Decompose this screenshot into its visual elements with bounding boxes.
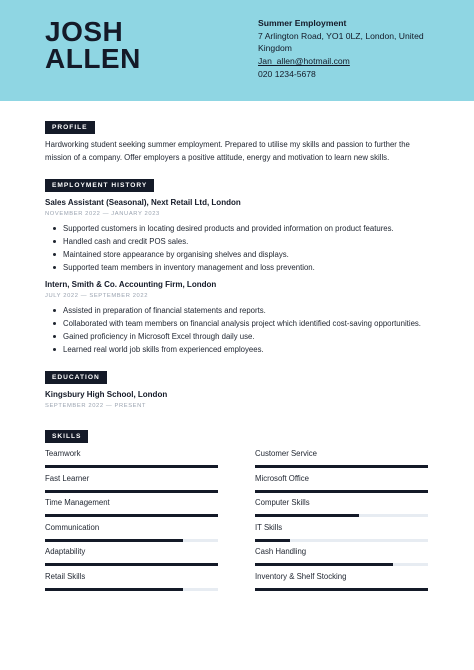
skill-level-fill <box>45 490 218 493</box>
skill-item <box>255 449 428 459</box>
skill-level-track <box>45 588 218 591</box>
skill-label: Time Management <box>45 498 110 508</box>
skill-item <box>45 523 218 533</box>
skill-level-track <box>255 465 428 468</box>
email-link[interactable]: Jan_allen@hotmail.com <box>258 56 350 67</box>
skill-level-track <box>45 465 218 468</box>
skill-item <box>255 474 428 484</box>
job-title: Summer Employment <box>258 18 347 28</box>
skill-label: IT Skills <box>255 522 283 532</box>
skill-item <box>45 474 218 484</box>
employment-heading: EMPLOYMENT HISTORY <box>45 179 154 192</box>
list-item: Learned real world job skills from experienced employees. <box>45 343 445 356</box>
list-item: Gained proficiency in Microsoft Excel through daily use. <box>45 330 445 343</box>
skill-label: Customer Service <box>255 449 317 458</box>
first-name: JOSH <box>45 16 124 47</box>
skill-label: Teamwork <box>45 449 81 458</box>
skill-level-track <box>45 514 218 517</box>
skill-level-track <box>255 588 428 591</box>
skill-label: Adaptability <box>45 547 86 557</box>
education-heading: EDUCATION <box>45 371 107 384</box>
skill-label: Inventory & Shelf Stocking <box>255 572 347 581</box>
skill-item <box>45 572 218 582</box>
skill-level-fill <box>255 539 290 542</box>
skill-label: Microsoft Office <box>255 473 310 483</box>
skill-item <box>45 498 218 508</box>
skill-level-fill <box>255 588 428 591</box>
skill-level-fill <box>45 563 218 566</box>
school-dates: SEPTEMBER 2022 — PRESENT <box>45 403 147 409</box>
list-item: Assisted in preparation of financial statements and reports. <box>45 304 445 317</box>
skill-level-track <box>45 563 218 566</box>
skill-level-fill <box>45 465 218 468</box>
skill-label: Fast Learner <box>45 473 90 483</box>
resume-header <box>0 0 474 101</box>
skill-item <box>45 547 218 557</box>
skill-level-track <box>255 490 428 493</box>
last-name: ALLEN <box>45 43 141 74</box>
skill-item <box>45 449 218 459</box>
skill-label: Cash Handling <box>255 547 307 557</box>
job-dates-2: JULY 2022 — SEPTEMBER 2022 <box>45 293 149 299</box>
skill-level-fill <box>45 539 183 542</box>
profile-text: Hardworking student seeking summer employment. Prepared to utilise my skills and passion to further the mission of a company. Offer employers a positive attitude, energy and motivation to learn new skills. <box>45 140 410 162</box>
list-item: Supported customers in locating desired products and provided information on product features. <box>45 222 445 235</box>
skill-level-track <box>45 539 218 542</box>
skill-level-fill <box>45 588 183 591</box>
list-item: Handled cash and credit POS sales. <box>45 235 445 248</box>
skill-item <box>255 523 428 533</box>
job-dates-1: NOVEMBER 2022 — JANUARY 2023 <box>45 211 160 217</box>
job-title-2: Intern, Smith & Co. Accounting Firm, London <box>45 280 217 289</box>
skill-level-track <box>255 563 428 566</box>
school-name: Kingsbury High School, London <box>45 390 168 399</box>
skill-level-fill <box>255 563 393 566</box>
skill-label: Communication <box>45 522 100 532</box>
skill-level-fill <box>255 490 428 493</box>
skill-level-track <box>45 490 218 493</box>
skill-label: Retail Skills <box>45 572 86 581</box>
skill-label: Computer Skills <box>255 498 310 508</box>
profile-heading: PROFILE <box>45 121 95 134</box>
skill-item <box>255 572 428 582</box>
skill-level-fill <box>255 465 428 468</box>
skill-level-track <box>255 539 428 542</box>
candidate-name <box>45 18 245 72</box>
job-1-bullets <box>45 222 445 274</box>
job-2-bullets <box>45 304 445 356</box>
list-item: Collaborated with team members on financial analysis project which identified cost-saving opportunities. <box>45 317 445 330</box>
skill-level-track <box>255 514 428 517</box>
address: 7 Arlington Road, YO1 0LZ, London, United Kingdom <box>258 30 424 54</box>
phone: 020 1234-5678 <box>258 68 316 79</box>
list-item: Supported team members in inventory management and loss prevention. <box>45 261 445 274</box>
job-title-1: Sales Assistant (Seasonal), Next Retail Ltd, London <box>45 198 241 207</box>
skill-item <box>255 498 428 508</box>
list-item: Maintained store appearance by organising shelves and displays. <box>45 248 445 261</box>
skill-item <box>255 547 428 557</box>
skill-level-fill <box>45 514 218 517</box>
skill-level-fill <box>255 514 359 517</box>
contact-details <box>258 17 458 81</box>
skills-heading: SKILLS <box>45 430 88 443</box>
